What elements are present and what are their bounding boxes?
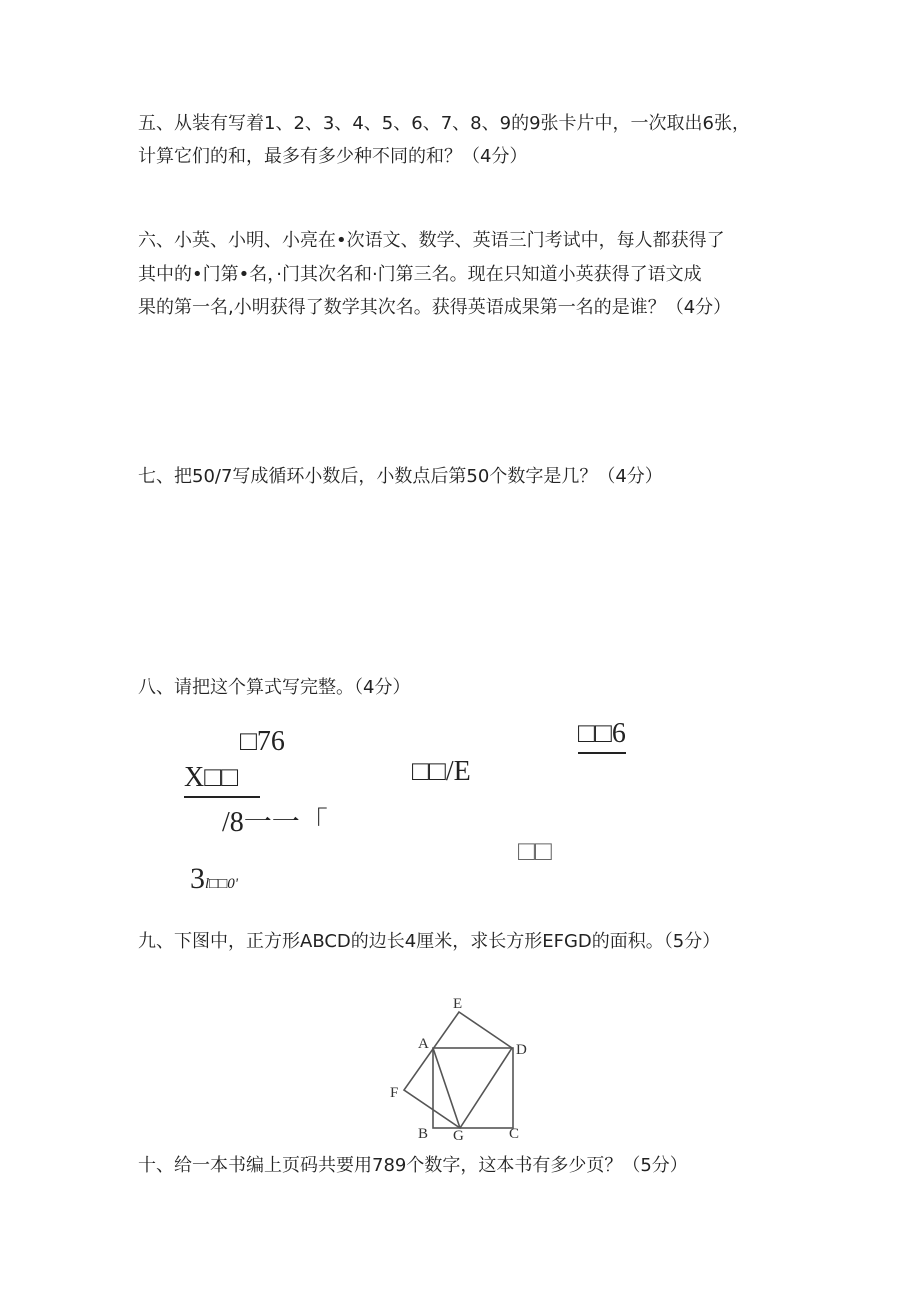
label-c: C (509, 1126, 520, 1142)
label-g: G (453, 1128, 464, 1144)
label-a: A (418, 1036, 429, 1052)
question-9: 九、下图中，正方形ABCD的边长4厘米，求长方形EFGD的面积。（5分） (138, 931, 721, 952)
square-abcd (433, 1048, 513, 1128)
calc-right-row-2: □□ (518, 836, 552, 867)
calc-right-row-1: □□6 (578, 718, 626, 754)
question-7: 七、把50/7写成循环小数后，小数点后第50个数字是几？（4分） (138, 466, 663, 487)
square-rectangle-figure (380, 990, 540, 1150)
label-b: B (418, 1126, 429, 1142)
calc-left-row-1: □76 (240, 726, 285, 757)
calc-left-row-3: /8一一「 (222, 807, 328, 838)
question-6-line-2: 其中的•门第•名，·门其次名和·门第三名。现在只知道小英获得了语文成 (138, 264, 702, 285)
question-5-line-1: 五、从装有写着1、2、3、4、5、6、7、8、9的9张卡片中，一次取出6张， (138, 113, 750, 134)
line-ag (433, 1048, 460, 1128)
question-6-line-3: 果的第一名,小明获得了数学其次名。获得英语成果第一名的是谁？（4分） (138, 297, 732, 318)
calc-mid-row-1: □□/E (412, 756, 471, 787)
rectangle-efgd (404, 1012, 512, 1128)
label-e: E (453, 996, 463, 1012)
question-5-line-2: 计算它们的和，最多有多少种不同的和？（4分） (138, 146, 528, 167)
question-10: 十、给一本书编上页码共要用789个数字，这本书有多少页？（5分） (138, 1155, 688, 1176)
calc-left-row-2: X□□ (184, 762, 260, 798)
calc-left-row-4-digit: 3 (190, 862, 205, 895)
label-f: F (390, 1085, 399, 1101)
calc-left-row-4-small: l□□0' (205, 876, 238, 892)
question-8: 八、请把这个算式写完整。（4分） (138, 677, 411, 698)
label-d: D (516, 1042, 527, 1058)
calc-left-row-4 (190, 862, 238, 896)
question-6-line-1: 六、小英、小明、小亮在•次语文、数学、英语三门考试中，每人都获得了 (138, 230, 725, 251)
